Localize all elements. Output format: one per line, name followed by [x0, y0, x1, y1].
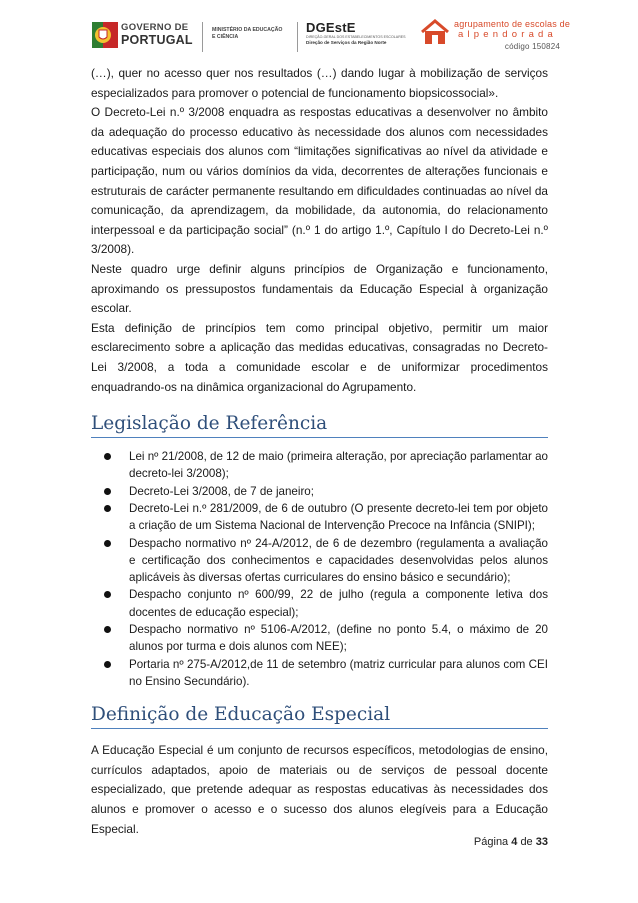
- dgeste-title: DGEstE: [306, 20, 356, 35]
- header-divider: [297, 22, 298, 52]
- ministry-line1: MINISTÉRIO DA EDUCAÇÃO: [212, 27, 283, 33]
- list-item-text: Despacho normativo nº 5106-A/2012, (define no ponto 5.4, o máximo de 20 alunos por turma e dois alunos com NEE);: [129, 623, 548, 654]
- list-item-text: Lei nº 21/2008, de 12 de maio (primeira alteração, por apreciação parlamentar ao decreto-lei 3/2008);: [129, 450, 548, 481]
- list-item-text: Decreto-Lei n.º 281/2009, de 6 de outubro (O presente decreto-lei tem por objeto a criação de um Sistema Nacional de Intervenção Precoce na Infância (SNIPI);: [129, 501, 548, 533]
- header-divider: [202, 22, 203, 52]
- section-heading-legislacao: Legislação de Referência: [91, 413, 548, 438]
- legislation-list: [91, 448, 548, 690]
- bullet-icon: [104, 488, 111, 495]
- portugal-emblem-icon: [92, 20, 118, 50]
- governo-portugal-logo: [92, 14, 192, 58]
- list-item: [91, 621, 548, 656]
- list-item-text: Decreto-Lei 3/2008, de 7 de janeiro;: [129, 484, 314, 498]
- bullet-icon: [104, 591, 111, 598]
- bullet-icon: [104, 453, 111, 460]
- gov-line1: GOVERNO DE: [121, 22, 189, 33]
- list-item-text: Portaria nº 275-A/2012,de 11 de setembro (matriz curricular para alunos com CEI no Ensino Secundário).: [129, 657, 548, 688]
- list-item: [91, 656, 548, 691]
- paragraph: A Educação Especial é um conjunto de recursos específicos, metodologias de ensino, currículos adaptados, apoio de materiais ou de serviços de pessoal docente especializado, que pretende adequar as respostas educativas às necessidades dos alunos e promover o acesso e o sucesso dos alunos elegíveis para a Educação Especial.: [91, 743, 548, 836]
- list-item: [91, 535, 548, 587]
- list-item: [91, 448, 548, 483]
- page-header: [92, 14, 571, 60]
- ministry-line2: E CIÊNCIA: [212, 34, 239, 40]
- page-content: [91, 64, 548, 839]
- paragraph: (…), quer no acesso quer nos resultados (…) dando lugar à mobilização de serviços especializados para promover o potencial de funcionamento biopsicossocial».: [91, 66, 548, 100]
- list-item-text: Despacho conjunto nº 600/99, 22 de julho (regula a componente letiva dos docentes de educação especial);: [129, 588, 548, 619]
- paragraph: O Decreto-Lei n.º 3/2008 enquadra as respostas educativas a desenvolver no âmbito da adequação do processo educativo às necessidade dos alunos com necessidades educativas especiais dos alunos com “limitações significativas ao nível da atividade e participação, num ou vários domínios da vida, decorrentes de alterações funcionais e estruturais de carácter permanente resultando em dificuldades continuadas ao nível da comunicação, da aprendizagem, da mobilidade, da autonomia, do relacionamento interpessoal e da participação social” (n.º 1 do artigo 1.º, Capítulo I do Decreto-Lei n.º 3/2008).: [91, 105, 548, 257]
- school-house-icon: [420, 18, 450, 46]
- ministry-logo: [212, 27, 292, 41]
- page-total: 33: [535, 836, 548, 848]
- paragraph: Esta definição de princípios tem como principal objetivo, permitir um maior esclarecimento sobre a aplicação das medidas educativas, consagradas no Decreto-Lei 3/2008, a toda a comunidade escolar e de uniformizar procedimentos enquadrando-os na dinâmica organizacional do Agrupamento.: [91, 320, 548, 394]
- list-item: [91, 586, 548, 621]
- list-item: [91, 483, 548, 500]
- page-word: Página: [473, 836, 509, 848]
- bullet-icon: [104, 540, 111, 547]
- list-item: [91, 500, 548, 535]
- paragraph: Neste quadro urge definir alguns princípios de Organização e funcionamento, aproximando os pressupostos fundamentais da Educação Especial à organização escolar.: [91, 261, 548, 316]
- gov-line2: PORTUGAL: [121, 33, 193, 47]
- school-line2: alpendorada: [458, 29, 558, 40]
- bullet-icon: [104, 505, 111, 512]
- page-current: 4: [511, 836, 518, 848]
- school-logo: [420, 16, 571, 60]
- section-heading-definicao: Definição de Educação Especial: [91, 704, 548, 729]
- dgeste-logo: [306, 20, 416, 46]
- list-item-text: Despacho normativo nº 24-A/2012, de 6 de dezembro (regulamenta a avaliação e certificação dos conhecimentos e capacidades desenvolvidas pelos alunos aplicáveis às diversas ofertas curriculares do ensino básico e secundário);: [129, 536, 548, 585]
- school-code: código 150824: [504, 42, 560, 51]
- school-line1: agrupamento de escolas de: [454, 19, 571, 29]
- bullet-icon: [104, 626, 111, 633]
- page-number: [474, 836, 548, 848]
- dgeste-line1: DIREÇÃO-GERAL DOS ESTABELECIMENTOS ESCOLARES: [306, 35, 406, 39]
- page-of: de: [520, 836, 533, 848]
- dgeste-line2: Direção de Serviços da Região Norte: [306, 40, 387, 45]
- bullet-icon: [104, 661, 111, 668]
